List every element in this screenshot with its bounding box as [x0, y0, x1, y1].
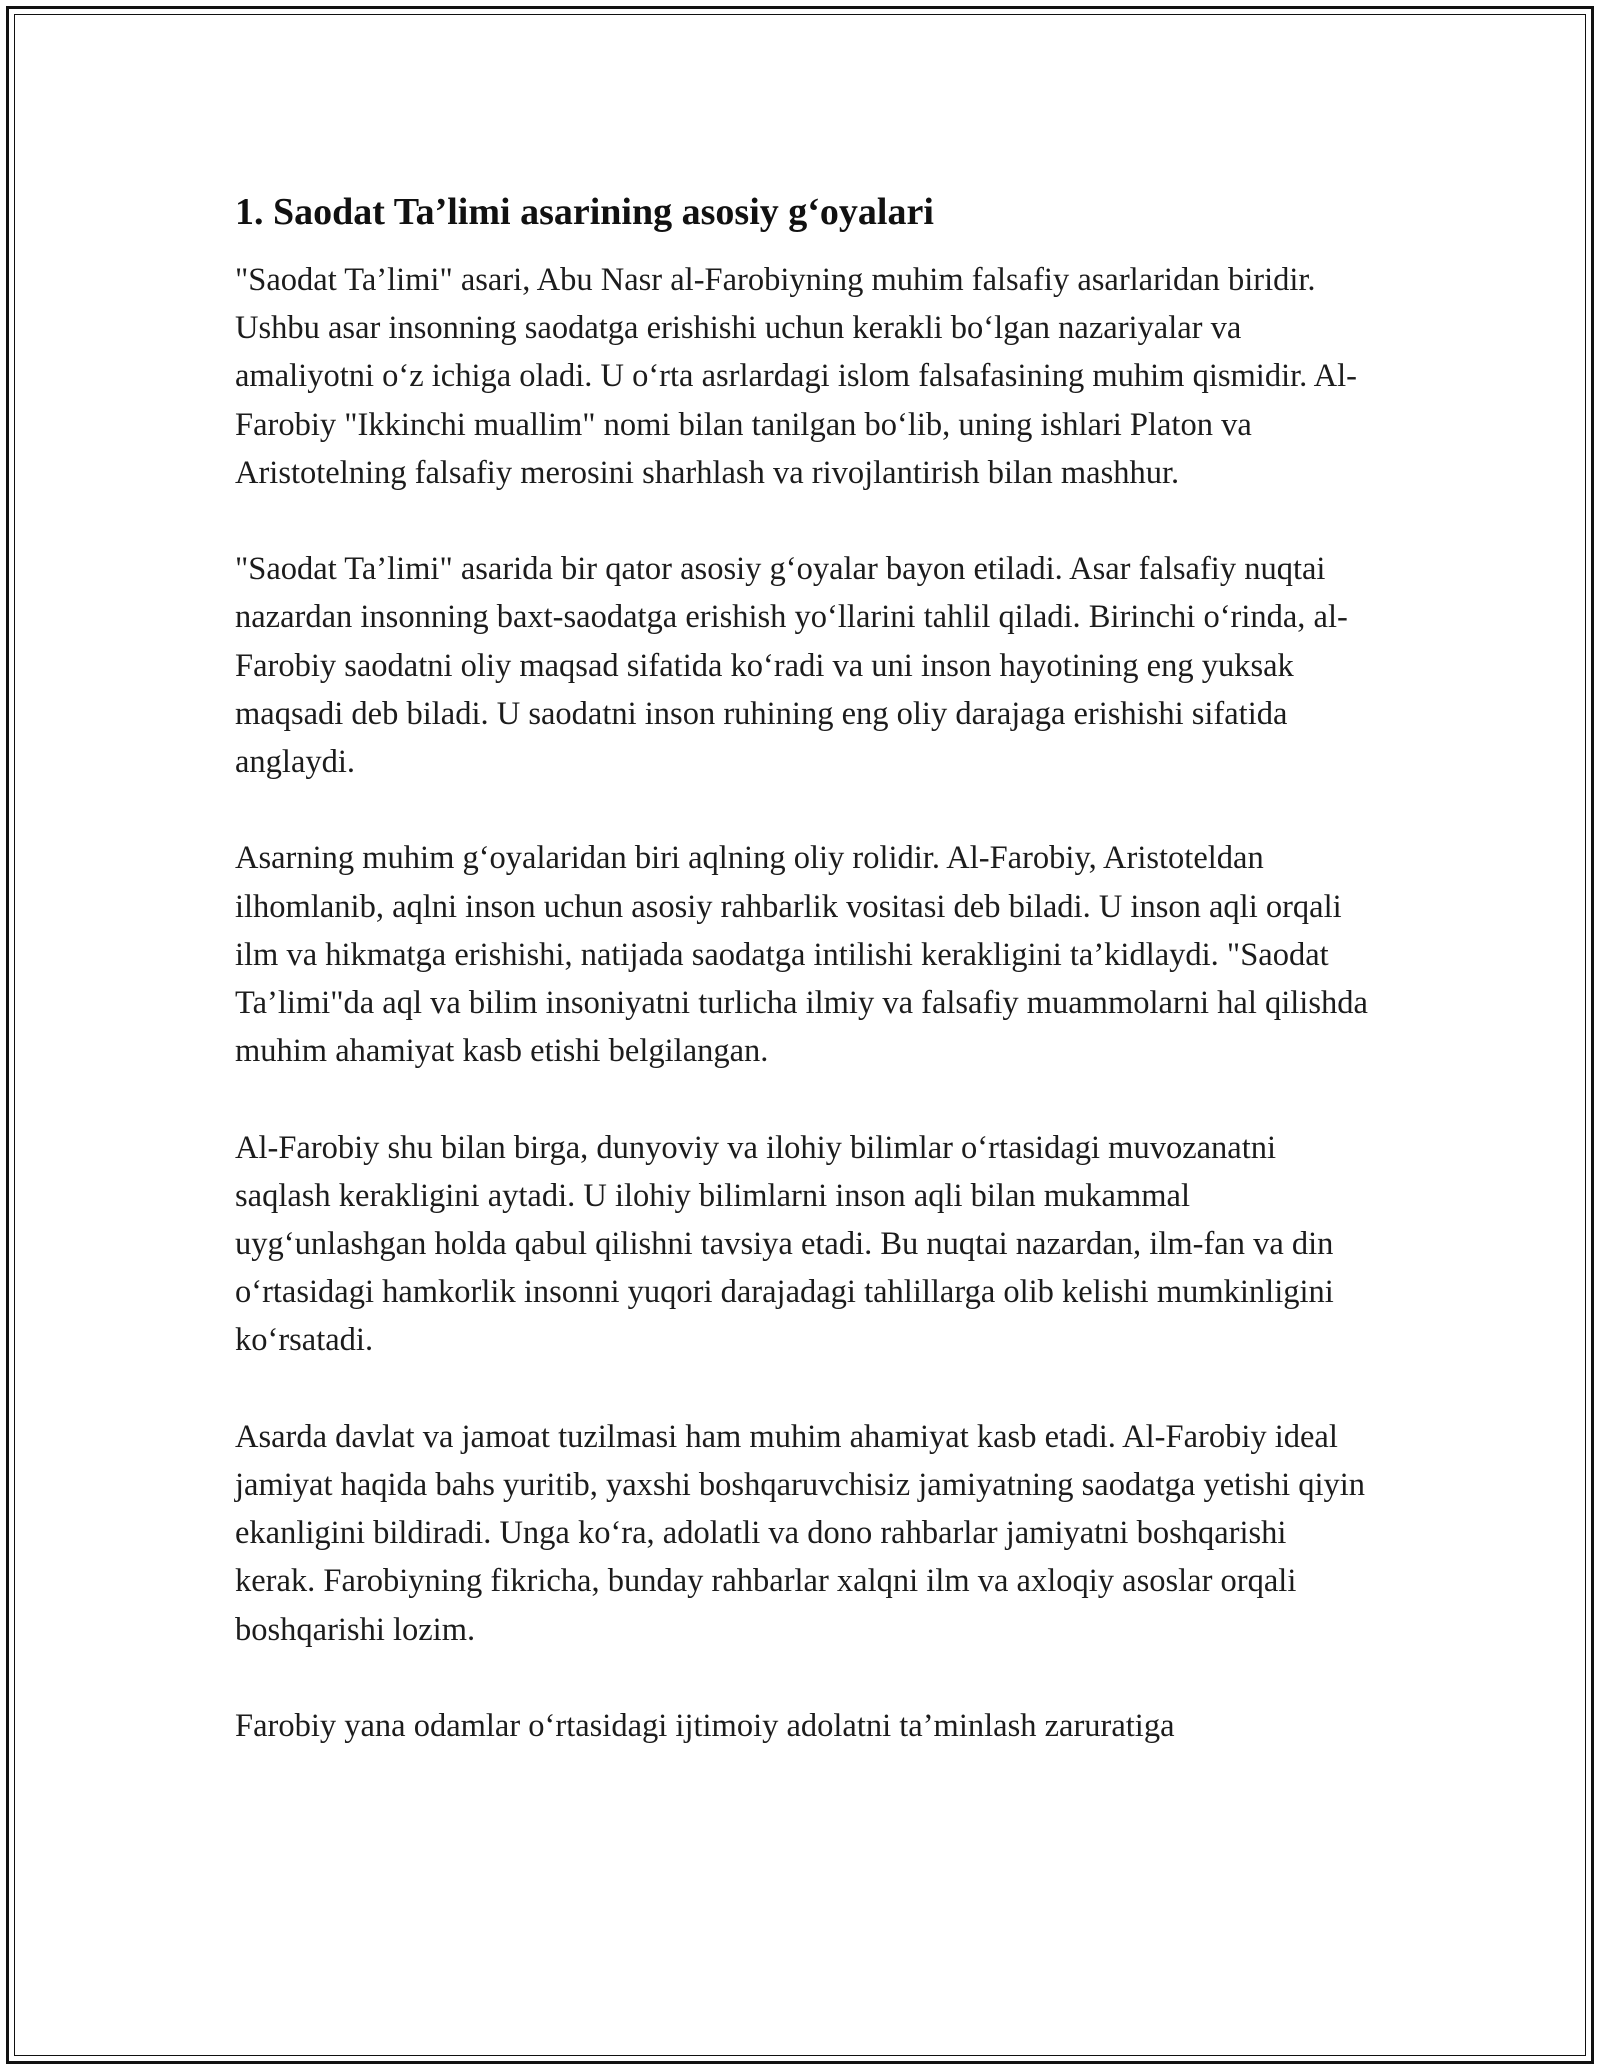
paragraph-3: Asarning muhim g‘oyalaridan biri aqlning oliy rolidir. Al-Farobiy, Aristoteldan ilhomlanib, aqlni inson uchun asosiy rahbarlik vositasi deb biladi. U inson aqli orqali ilm va hikmatga erishishi, natijada saodatga intilishi kerakligini ta’kidlaydi. "Saodat Ta’limi"da aql va bilim insoniyatni turlicha ilmiy va falsafiy muammolarni hal qilishda muhim ahamiyat kasb etishi belgilangan. — [235, 840, 1368, 1070]
document-body — [235, 186, 1370, 1798]
section-heading: 1. Saodat Ta’limi asarining asosiy g‘oyalari — [235, 191, 934, 233]
paragraph-5: Asarda davlat va jamoat tuzilmasi ham muhim ahamiyat kasb etadi. Al-Farobiy ideal jamiyat haqida bahs yuritib, yaxshi boshqaruvchisiz jamiyatning saodatga yetishi qiyin ekanligini bildiradi. Unga ko‘ra, adolatli va dono rahbarlar jamiyatni boshqarishi kerak. Farobiyning fikricha, bunday rahbarlar xalqni ilm va axloqiy asoslar orqali boshqarishi lozim. — [235, 1418, 1366, 1648]
paragraph-6: Farobiy yana odamlar o‘rtasidagi ijtimoiy adolatni ta’minlash zaruratiga — [235, 1708, 1175, 1745]
paragraph-4: Al-Farobiy shu bilan birga, dunyoviy va ilohiy bilimlar o‘rtasidagi muvozanatni saqlash kerakligini aytadi. U ilohiy bilimlarni inson aqli bilan mukammal uyg‘unlashgan holda qabul qilishni tavsiya etadi. Bu nuqtai nazardan, ilm-fan va din o‘rtasidagi hamkorlik insonni yuqori darajadagi tahlillarga olib kelishi mumkinligini ko‘rsatadi. — [235, 1129, 1334, 1359]
paragraph-2: "Saodat Ta’limi" asarida bir qator asosiy g‘oyalar bayon etiladi. Asar falsafiy nuqtai nazardan insonning baxt-saodatga erishish yo‘llarini tahlil qiladi. Birinchi o‘rinda, al-Farobiy saodatni oliy maqsad sifatida ko‘radi va uni inson hayotining eng yuksak maqsadi deb biladi. U saodatni inson ruhining eng oliy darajaga erishishi sifatida anglaydi. — [235, 551, 1348, 781]
paragraph-1: "Saodat Ta’limi" asari, Abu Nasr al-Farobiyning muhim falsafiy asarlaridan biridir. Ushbu asar insonning saodatga erishishi uchun kerakli bo‘lgan nazariyalar va amaliyotni o‘z ichiga oladi. U o‘rta asrlardagi islom falsafasining muhim qismidir. Al-Farobiy "Ikkinchi muallim" nomi bilan tanilgan bo‘lib, uning ishlari Platon va Aristotelning falsafiy merosini sharhlash va rivojlantirish bilan mashhur. — [235, 262, 1357, 491]
